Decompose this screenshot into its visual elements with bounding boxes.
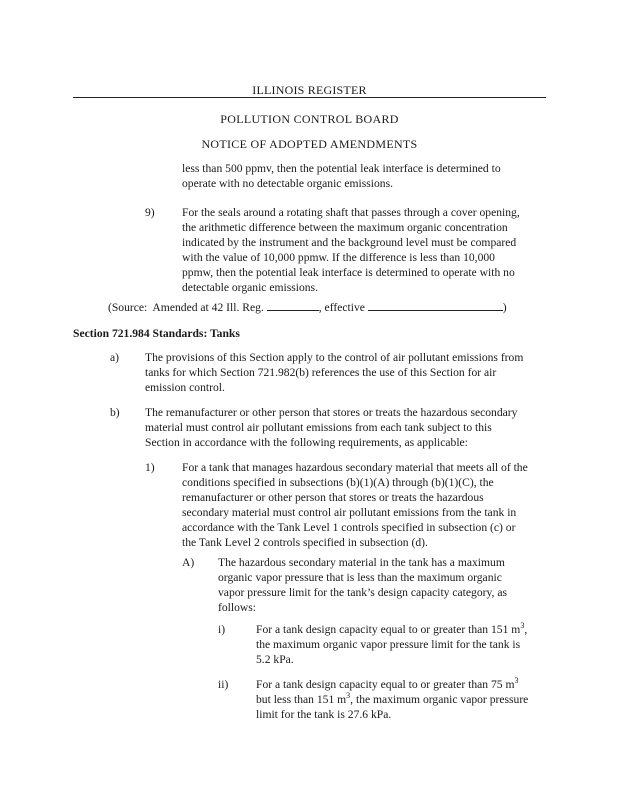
- text-line: The remanufacturer or other person that stores or treats the hazardous secondary: [145, 406, 518, 419]
- text-line: [256, 677, 546, 692]
- text-fragment: For a tank design capacity equal to or greater than 75 m: [256, 678, 515, 691]
- text-line: less than 500 ppmv, then the potential leak interface is determined to: [182, 162, 501, 175]
- text-line: secondary material must control air pollutant emissions from the tank in: [182, 506, 517, 519]
- source-middle: , effective: [318, 301, 368, 314]
- section-heading: Section 721.984 Standards: Tanks: [73, 327, 240, 340]
- text-line: the Tank Level 2 controls specified in subsection (d).: [182, 536, 428, 549]
- item-b1-paragraph: [182, 460, 544, 550]
- item-a-label: a): [110, 351, 120, 364]
- item-9-label: 9): [145, 206, 155, 219]
- text-line: the maximum organic vapor pressure limit for the tank is: [256, 638, 521, 651]
- item-A-paragraph: [218, 555, 536, 615]
- item-9-paragraph: [182, 205, 544, 295]
- date-blank: [267, 300, 319, 311]
- item-i-paragraph: [256, 622, 546, 667]
- superscript: 3: [346, 691, 351, 701]
- item-i-label: i): [218, 623, 226, 636]
- text-line: [256, 622, 546, 637]
- item-ii-paragraph: [256, 677, 546, 722]
- text-line: operate with no detectable organic emissions.: [182, 177, 393, 190]
- text-line: vapor pressure limit for the tank’s design capacity category, as: [218, 586, 507, 599]
- text-fragment: For a tank design capacity equal to or greater than 151 m: [256, 623, 521, 636]
- text-line: material must control air pollutant emissions from each tank subject to this: [145, 421, 492, 434]
- item-b-label: b): [110, 406, 120, 419]
- text-line: For the seals around a rotating shaft that passes through a cover opening,: [182, 206, 520, 219]
- item-ii-label: ii): [218, 678, 229, 691]
- text-line: conditions specified in subsections (b)(1)(A) through (b)(1)(C), the: [182, 476, 494, 489]
- item-a-paragraph: [145, 350, 545, 395]
- item-b-paragraph: [145, 405, 545, 450]
- text-line: indicated by the instrument and the background level must be compared: [182, 236, 517, 249]
- text-line: remanufacturer or other person that stores or treats the hazardous: [182, 491, 484, 504]
- text-line: For a tank that manages hazardous secondary material that meets all of the: [182, 461, 528, 474]
- register-header: [73, 83, 546, 98]
- source-prefix: (Source: Amended at 42 Ill. Reg.: [108, 301, 267, 314]
- text-line: [256, 692, 546, 707]
- text-line: emission control.: [145, 381, 225, 394]
- text-fragment: , the maximum organic vapor pressure: [350, 693, 529, 706]
- register-title: ILLINOIS REGISTER: [252, 83, 367, 97]
- continuation-paragraph: [182, 161, 542, 191]
- text-line: with the value of 10,000 ppmw. If the difference is less than 10,000: [182, 251, 495, 264]
- text-line: The hazardous secondary material in the tank has a maximum: [218, 556, 505, 569]
- text-fragment: ,: [524, 623, 528, 636]
- text-line: accordance with the Tank Level 1 controls specified in subsection (c) or: [182, 521, 516, 534]
- source-note: [108, 300, 507, 315]
- effective-date-blank: [368, 300, 503, 311]
- text-line: tanks for which Section 721.982(b) references the use of this Section for air: [145, 366, 497, 379]
- notice-title: NOTICE OF ADOPTED AMENDMENTS: [201, 137, 418, 151]
- source-suffix: ): [502, 301, 507, 314]
- agency-title: POLLUTION CONTROL BOARD: [220, 112, 399, 126]
- item-b1-label: 1): [145, 461, 155, 474]
- text-line: limit for the tank is 27.6 kPa.: [256, 708, 392, 721]
- text-fragment: but less than 151 m: [256, 693, 347, 706]
- text-line: The provisions of this Section apply to the control of air pollutant emissions from: [145, 351, 524, 364]
- text-line: organic vapor pressure that is less than the maximum organic: [218, 571, 502, 584]
- text-line: Section in accordance with the following requirements, as applicable:: [145, 436, 468, 449]
- item-A-label: A): [182, 556, 195, 569]
- text-line: detectable organic emissions.: [182, 281, 318, 294]
- text-line: ppmw, then the potential leak interface is determined to operate with no: [182, 266, 515, 279]
- text-line: follows:: [218, 601, 257, 614]
- superscript: 3: [520, 621, 525, 631]
- text-line: 5.2 kPa.: [256, 653, 294, 666]
- text-line: the arithmetic difference between the maximum organic concentration: [182, 221, 508, 234]
- superscript: 3: [514, 676, 519, 686]
